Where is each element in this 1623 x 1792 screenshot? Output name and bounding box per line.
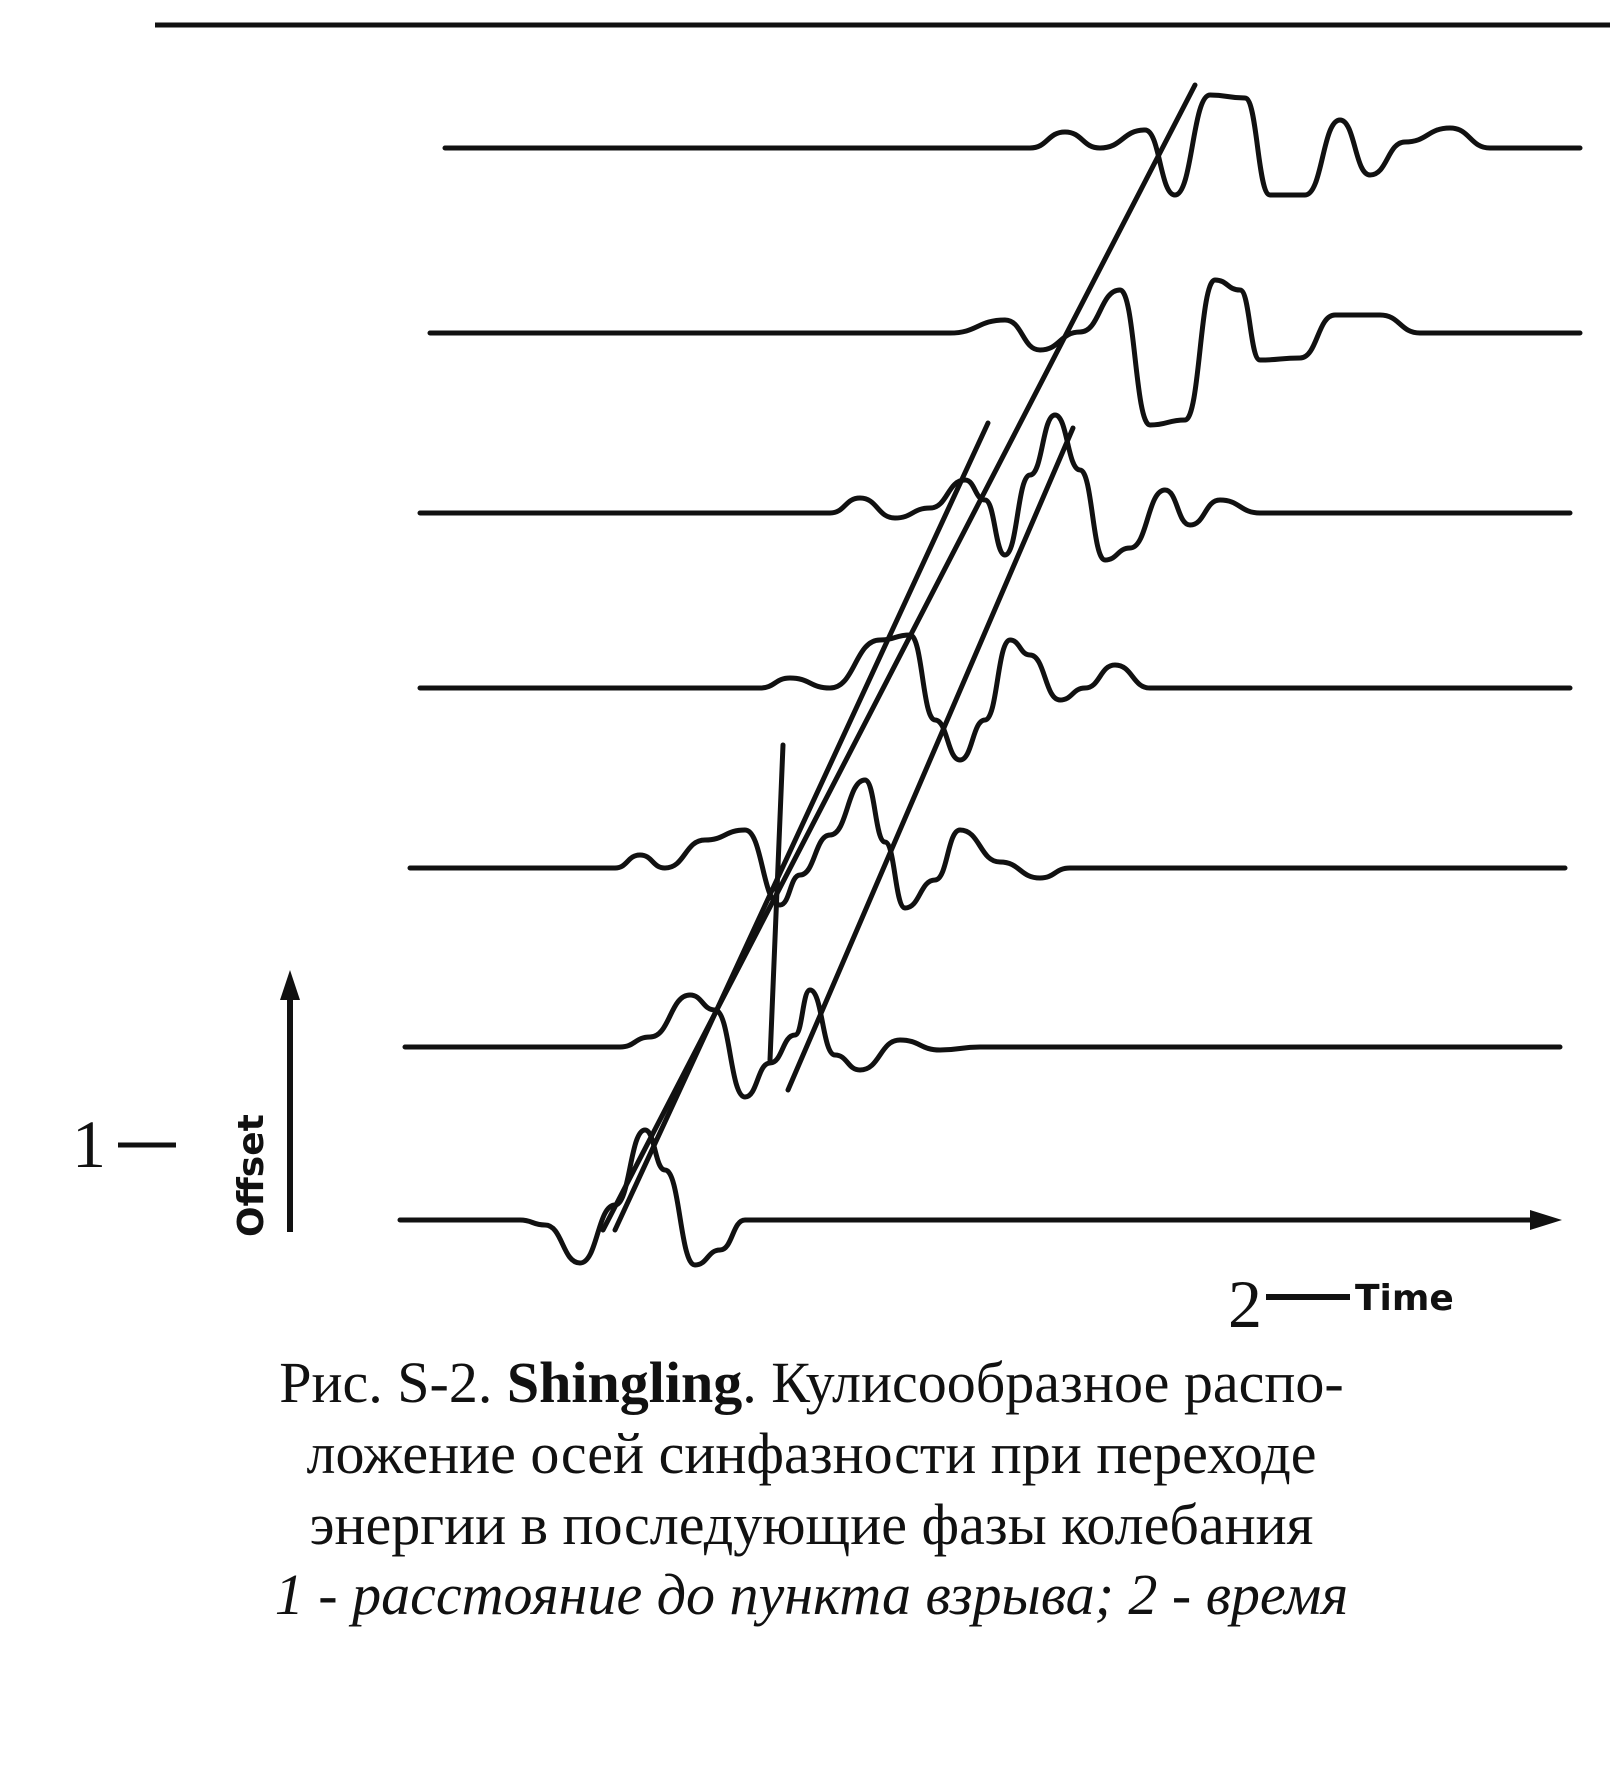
caption-line1-rest: . Кулисообразное распо-: [742, 1350, 1344, 1415]
traces-group: [400, 95, 1580, 1265]
label-1: 1: [72, 1106, 106, 1182]
trace-7: [400, 1130, 1540, 1265]
trace-3: [420, 415, 1570, 560]
trace-6: [405, 990, 1560, 1097]
caption-line-3: энергии в последующие фазы колебания: [309, 1491, 1314, 1557]
trace-1: [445, 95, 1580, 195]
label-2: 2: [1228, 1266, 1262, 1342]
caption-term: Shingling: [506, 1350, 743, 1415]
caption-line-2: ложение осей синфазности при переходе: [306, 1420, 1317, 1486]
trace-2: [430, 280, 1580, 425]
offset-axis-label: Offset: [231, 1114, 272, 1237]
figure-caption: [40, 1348, 1583, 1631]
phase-line-2: [615, 423, 988, 1230]
caption-line-1: [40, 1348, 1583, 1419]
trace-4: [420, 635, 1570, 760]
trace-5: [410, 780, 1565, 908]
caption-legend: 1 - расстояние до пункта взрыва; 2 - время: [274, 1562, 1349, 1628]
caption-prefix: Рис. S-2.: [279, 1350, 493, 1415]
time-axis-label: Time: [1355, 1278, 1454, 1319]
offset-axis-arrowhead: [280, 970, 300, 1000]
